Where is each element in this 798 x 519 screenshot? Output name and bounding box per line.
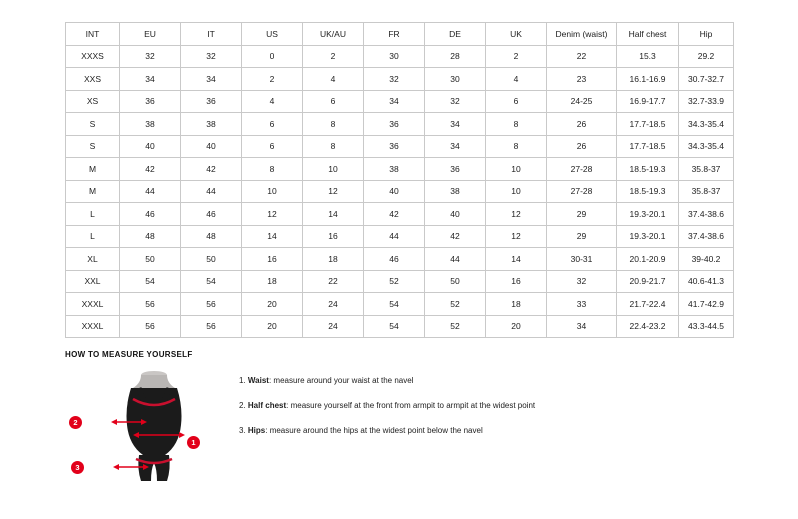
cell-hip: 37.4-38.6: [679, 225, 734, 248]
cell-fr: 36: [364, 135, 425, 158]
cell-fr: 40: [364, 180, 425, 203]
cell-int: XXXS: [66, 45, 120, 68]
cell-it: 34: [181, 68, 242, 91]
cell-denim-waist: 29: [547, 225, 617, 248]
cell-uk: 2: [486, 45, 547, 68]
step-number: 1.: [239, 376, 246, 385]
cell-it: 54: [181, 270, 242, 293]
cell-fr: 34: [364, 90, 425, 113]
cell-uk-au: 4: [303, 68, 364, 91]
marker-1-waist: 1: [187, 436, 200, 449]
cell-de: 38: [425, 180, 486, 203]
cell-eu: 50: [120, 248, 181, 271]
cell-uk: 10: [486, 158, 547, 181]
cell-hip: 30.7-32.7: [679, 68, 734, 91]
cell-uk: 8: [486, 135, 547, 158]
cell-eu: 44: [120, 180, 181, 203]
cell-fr: 54: [364, 315, 425, 338]
size-table-body: [66, 45, 734, 338]
column-header-hip: Hip: [679, 23, 734, 46]
cell-us: 8: [242, 158, 303, 181]
cell-hip: 43.3-44.5: [679, 315, 734, 338]
cell-hip: 29.2: [679, 45, 734, 68]
cell-half-chest: 20.1-20.9: [617, 248, 679, 271]
cell-half-chest: 17.7-18.5: [617, 135, 679, 158]
cell-fr: 46: [364, 248, 425, 271]
cell-denim-waist: 22: [547, 45, 617, 68]
size-table-header: [66, 23, 734, 46]
cell-uk-au: 24: [303, 293, 364, 316]
cell-it: 56: [181, 315, 242, 338]
cell-us: 2: [242, 68, 303, 91]
table-row: [66, 45, 734, 68]
column-header-uk-au: UK/AU: [303, 23, 364, 46]
cell-us: 10: [242, 180, 303, 203]
cell-eu: 56: [120, 293, 181, 316]
cell-int: XXS: [66, 68, 120, 91]
cell-us: 20: [242, 293, 303, 316]
cell-half-chest: 18.5-19.3: [617, 158, 679, 181]
cell-denim-waist: 30-31: [547, 248, 617, 271]
how-to-measure-title: HOW TO MEASURE YOURSELF: [65, 350, 193, 359]
cell-uk: 8: [486, 113, 547, 136]
cell-us: 0: [242, 45, 303, 68]
measure-step-waist: [239, 375, 535, 386]
cell-it: 38: [181, 113, 242, 136]
cell-uk: 14: [486, 248, 547, 271]
table-header-row: [66, 23, 734, 46]
cell-int: S: [66, 113, 120, 136]
column-header-uk: UK: [486, 23, 547, 46]
cell-eu: 32: [120, 45, 181, 68]
step-term: Half chest: [247, 401, 287, 410]
cell-us: 14: [242, 225, 303, 248]
cell-half-chest: 16.1-16.9: [617, 68, 679, 91]
cell-denim-waist: 23: [547, 68, 617, 91]
cell-uk: 16: [486, 270, 547, 293]
cell-fr: 38: [364, 158, 425, 181]
cell-denim-waist: 34: [547, 315, 617, 338]
cell-hip: 41.7-42.9: [679, 293, 734, 316]
step-term: Waist: [247, 376, 269, 385]
cell-uk-au: 14: [303, 203, 364, 226]
cell-eu: 34: [120, 68, 181, 91]
marker-2-half-chest: 2: [69, 416, 82, 429]
cell-half-chest: 22.4-23.2: [617, 315, 679, 338]
cell-de: 50: [425, 270, 486, 293]
column-header-us: US: [242, 23, 303, 46]
cell-denim-waist: 29: [547, 203, 617, 226]
cell-half-chest: 21.7-22.4: [617, 293, 679, 316]
cell-us: 20: [242, 315, 303, 338]
cell-hip: 34.3-35.4: [679, 135, 734, 158]
step-text: : measure around your waist at the navel: [268, 376, 414, 385]
cell-de: 30: [425, 68, 486, 91]
marker-3-hips: 3: [71, 461, 84, 474]
table-row: [66, 180, 734, 203]
cell-uk: 6: [486, 90, 547, 113]
size-table-container: [65, 22, 733, 338]
cell-int: L: [66, 225, 120, 248]
cell-us: 6: [242, 113, 303, 136]
cell-de: 34: [425, 135, 486, 158]
mannequin-illustration: [95, 369, 213, 489]
cell-hip: 35.8-37: [679, 158, 734, 181]
cell-uk-au: 10: [303, 158, 364, 181]
cell-int: S: [66, 135, 120, 158]
cell-de: 32: [425, 90, 486, 113]
step-term: Hips: [247, 426, 266, 435]
cell-it: 56: [181, 293, 242, 316]
cell-eu: 42: [120, 158, 181, 181]
cell-half-chest: 19.3-20.1: [617, 203, 679, 226]
cell-eu: 48: [120, 225, 181, 248]
cell-fr: 52: [364, 270, 425, 293]
column-header-fr: FR: [364, 23, 425, 46]
cell-half-chest: 20.9-21.7: [617, 270, 679, 293]
table-row: [66, 113, 734, 136]
cell-denim-waist: 24-25: [547, 90, 617, 113]
measure-steps-list: [239, 369, 535, 450]
cell-us: 6: [242, 135, 303, 158]
cell-uk: 10: [486, 180, 547, 203]
cell-de: 40: [425, 203, 486, 226]
table-row: [66, 135, 734, 158]
cell-it: 40: [181, 135, 242, 158]
cell-de: 52: [425, 293, 486, 316]
cell-it: 36: [181, 90, 242, 113]
cell-uk-au: 8: [303, 135, 364, 158]
cell-int: XS: [66, 90, 120, 113]
cell-hip: 40.6-41.3: [679, 270, 734, 293]
cell-fr: 54: [364, 293, 425, 316]
step-text: : measure around the hips at the widest point below the navel: [265, 426, 483, 435]
how-to-measure-section: [65, 350, 733, 489]
cell-hip: 34.3-35.4: [679, 113, 734, 136]
table-row: [66, 270, 734, 293]
cell-half-chest: 19.3-20.1: [617, 225, 679, 248]
measure-step-half-chest: [239, 400, 535, 411]
cell-denim-waist: 26: [547, 135, 617, 158]
cell-int: XXXL: [66, 315, 120, 338]
cell-hip: 35.8-37: [679, 180, 734, 203]
cell-it: 42: [181, 158, 242, 181]
cell-uk-au: 6: [303, 90, 364, 113]
cell-us: 4: [242, 90, 303, 113]
cell-int: M: [66, 158, 120, 181]
cell-uk-au: 16: [303, 225, 364, 248]
cell-uk-au: 2: [303, 45, 364, 68]
cell-uk: 18: [486, 293, 547, 316]
cell-fr: 42: [364, 203, 425, 226]
cell-it: 32: [181, 45, 242, 68]
cell-half-chest: 17.7-18.5: [617, 113, 679, 136]
cell-eu: 40: [120, 135, 181, 158]
cell-uk: 12: [486, 203, 547, 226]
cell-uk-au: 18: [303, 248, 364, 271]
table-row: [66, 293, 734, 316]
column-header-denim-waist: Denim (waist): [547, 23, 617, 46]
table-row: [66, 158, 734, 181]
cell-eu: 56: [120, 315, 181, 338]
cell-de: 36: [425, 158, 486, 181]
column-header-eu: EU: [120, 23, 181, 46]
cell-denim-waist: 27-28: [547, 180, 617, 203]
cell-hip: 37.4-38.6: [679, 203, 734, 226]
step-text: : measure yourself at the front from armpit to armpit at the widest point: [286, 401, 536, 410]
column-header-it: IT: [181, 23, 242, 46]
cell-it: 50: [181, 248, 242, 271]
cell-uk-au: 8: [303, 113, 364, 136]
cell-eu: 38: [120, 113, 181, 136]
cell-it: 44: [181, 180, 242, 203]
cell-int: XXL: [66, 270, 120, 293]
cell-uk-au: 24: [303, 315, 364, 338]
cell-denim-waist: 32: [547, 270, 617, 293]
table-row: [66, 225, 734, 248]
column-header-int: INT: [66, 23, 120, 46]
cell-de: 34: [425, 113, 486, 136]
cell-uk: 4: [486, 68, 547, 91]
cell-de: 44: [425, 248, 486, 271]
cell-fr: 30: [364, 45, 425, 68]
cell-fr: 36: [364, 113, 425, 136]
cell-int: XL: [66, 248, 120, 271]
cell-denim-waist: 26: [547, 113, 617, 136]
cell-denim-waist: 27-28: [547, 158, 617, 181]
cell-us: 12: [242, 203, 303, 226]
cell-it: 48: [181, 225, 242, 248]
cell-it: 46: [181, 203, 242, 226]
cell-int: XXXL: [66, 293, 120, 316]
cell-int: M: [66, 180, 120, 203]
cell-uk-au: 12: [303, 180, 364, 203]
cell-uk: 12: [486, 225, 547, 248]
how-to-measure-body: [65, 369, 733, 489]
column-header-half-chest: Half chest: [617, 23, 679, 46]
cell-uk: 20: [486, 315, 547, 338]
cell-de: 52: [425, 315, 486, 338]
step-number: 2.: [239, 401, 246, 410]
cell-hip: 39-40.2: [679, 248, 734, 271]
cell-denim-waist: 33: [547, 293, 617, 316]
table-row: [66, 203, 734, 226]
cell-fr: 32: [364, 68, 425, 91]
cell-half-chest: 15.3: [617, 45, 679, 68]
table-row: [66, 248, 734, 271]
cell-hip: 32.7-33.9: [679, 90, 734, 113]
step-number: 3.: [239, 426, 246, 435]
cell-de: 28: [425, 45, 486, 68]
size-table: [65, 22, 734, 338]
cell-fr: 44: [364, 225, 425, 248]
mannequin-diagram: [73, 369, 213, 489]
table-row: [66, 315, 734, 338]
cell-eu: 54: [120, 270, 181, 293]
cell-half-chest: 18.5-19.3: [617, 180, 679, 203]
column-header-de: DE: [425, 23, 486, 46]
cell-de: 42: [425, 225, 486, 248]
table-row: [66, 68, 734, 91]
table-row: [66, 90, 734, 113]
cell-uk-au: 22: [303, 270, 364, 293]
cell-eu: 46: [120, 203, 181, 226]
cell-eu: 36: [120, 90, 181, 113]
cell-int: L: [66, 203, 120, 226]
cell-us: 18: [242, 270, 303, 293]
measure-step-hips: [239, 425, 535, 436]
cell-us: 16: [242, 248, 303, 271]
cell-half-chest: 16.9-17.7: [617, 90, 679, 113]
